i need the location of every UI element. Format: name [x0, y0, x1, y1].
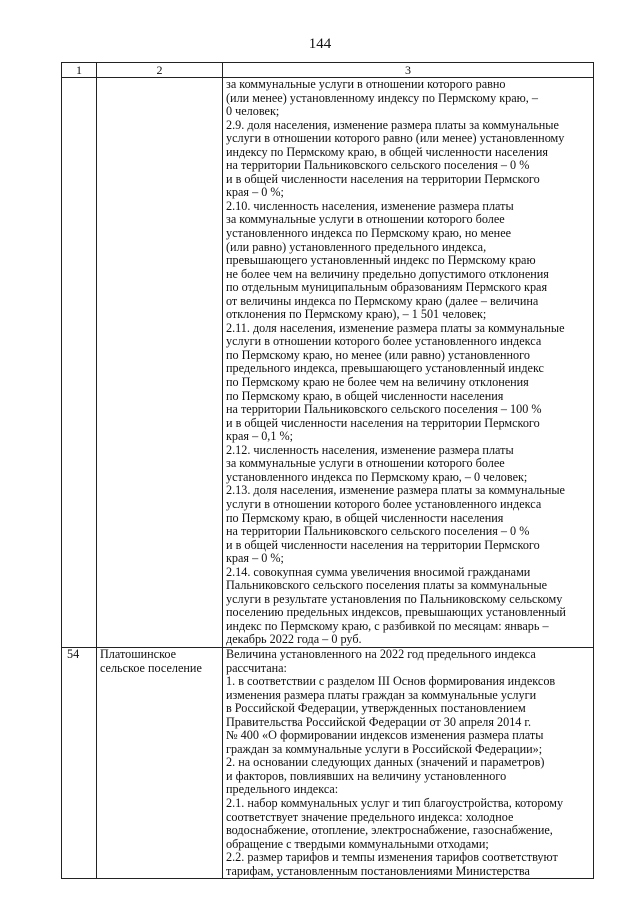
text-line: по Пермскому краю, в общей численности населения — [226, 510, 504, 525]
page-number: 144 — [308, 36, 332, 52]
text-line: от величины индекса по Пермскому краю (далее – величина — [226, 293, 539, 308]
text-line: поселению предельных индексов, превышающих установленный — [226, 605, 566, 620]
text-line: превышающего установленный индекс по Пермскому краю — [226, 253, 536, 268]
text-line: декабрь 2022 года – 0 руб. — [226, 632, 362, 647]
text-line: в Российской Федерации, утвержденных постановлением — [226, 701, 526, 716]
text-line: 2. на основании следующих данных (значений и параметров) — [226, 755, 545, 770]
text-line: граждан за коммунальные услуги в Российской Федерации»; — [226, 741, 543, 756]
text-line: № 400 «О формировании индексов изменения размера платы — [226, 728, 544, 743]
text-line: 2.11. доля населения, изменение размера платы за коммунальные — [226, 320, 565, 335]
text-line: на территории Пальниковского сельского поселения – 0 % — [226, 524, 530, 539]
text-line: индексу по Пермскому краю, в общей численности населения — [226, 144, 549, 159]
text-line: и факторов, повлиявших на величину установленного — [226, 768, 507, 783]
text-line: услуги в отношении которого более установленного индекса — [226, 496, 542, 511]
text-line: установленного индекса по Пермскому краю, – 0 человек; — [226, 469, 528, 484]
text-line: 2.12. численность населения, изменение размера платы — [226, 442, 514, 457]
text-line: (или равно) установленного предельного индекса, — [226, 239, 487, 254]
text-line: услуги в отношении которого более установленного индекса — [226, 334, 542, 349]
text-line: услуги в результате установления по Пальниковскому сельскому — [226, 591, 563, 606]
table-header-row — [62, 63, 594, 78]
text-line: и в общей численности населения на территории Пермского — [226, 537, 540, 552]
text-line: изменения размера платы граждан за коммунальные услуги — [226, 687, 537, 702]
text-line: обращение с твердыми коммунальными отходами; — [226, 836, 489, 851]
cell-description-continuation — [223, 78, 594, 648]
text-line: 2.14. совокупная сумма увеличения вносимой гражданами — [226, 564, 531, 579]
text-line: 2.2. размер тарифов и темпы изменения тарифов соответствуют — [226, 850, 558, 865]
text-line: 2.1. набор коммунальных услуг и тип благоустройства, которому — [226, 795, 564, 810]
text-line: не более чем на величину предельно допустимого отклонения — [226, 266, 549, 281]
text-line: Пальниковского сельского поселения платы за коммунальные — [226, 578, 548, 593]
text-line: за коммунальные услуги в отношении которого более — [226, 456, 505, 471]
text-line: Величина установленного на 2022 год предельного индекса — [226, 646, 536, 661]
text-line: отклонения по Пермскому краю), – 1 501 человек; — [226, 307, 487, 322]
text-line: рассчитана: — [226, 660, 287, 675]
text-line: тарифам, установленным постановлениями Министерства — [226, 863, 530, 878]
text-line: края – 0 %; — [226, 185, 284, 200]
table-row-continuation — [62, 78, 594, 648]
settlement-name — [97, 647, 223, 878]
text-line: за коммунальные услуги в отношении которого равно — [226, 77, 506, 91]
text-line: и в общей численности населения на территории Пермского — [226, 171, 540, 186]
text-line: края – 0 %; — [226, 551, 284, 566]
text-line: 0 человек; — [226, 104, 280, 119]
text-line: по отдельным муниципальным образованиям Пермского края — [226, 280, 548, 295]
text-line: по Пермскому краю, но менее (или равно) установленного — [226, 347, 530, 362]
row-number: 54 — [62, 647, 97, 878]
cell-number-empty — [62, 78, 97, 648]
cell-name-empty — [97, 78, 223, 648]
text-line: 1. в соответствии с разделом III Основ формирования индексов — [226, 674, 556, 689]
text-line: 2.9. доля населения, изменение размера платы за коммунальные — [226, 117, 559, 132]
text-line: предельного индекса: — [226, 782, 339, 797]
text-line: на территории Пальниковского сельского поселения – 0 % — [226, 158, 530, 173]
table-row-54 — [62, 647, 594, 878]
text-line: индекс по Пермскому краю, с разбивкой по месяцам: январь – — [226, 618, 549, 633]
text-line: за коммунальные услуги в отношении которого более — [226, 212, 505, 227]
cell-description-row-54 — [223, 647, 594, 878]
text-line: водоснабжение, отопление, электроснабжение, газоснабжение, — [226, 823, 553, 838]
text-line: на территории Пальниковского сельского поселения – 100 % — [226, 402, 542, 417]
text-line: по Пермскому краю, в общей численности населения — [226, 388, 504, 403]
document-table — [61, 62, 594, 879]
settlement-name-line: сельское поселение — [100, 660, 202, 675]
text-line: по Пермскому краю не более чем на величину отклонения — [226, 375, 529, 390]
text-line: установленного индекса по Пермскому краю, но менее — [226, 226, 512, 241]
text-line: (или менее) установленному индексу по Пермскому краю, – — [226, 90, 538, 105]
settlement-name-line: Платошинское — [100, 646, 177, 661]
text-line: 2.10. численность населения, изменение размера платы — [226, 198, 514, 213]
text-line: соответствует значение предельного индекса: холодное — [226, 809, 514, 824]
column-header-3: 3 — [223, 63, 594, 78]
text-line: предельного индекса, превышающего установленный индекс — [226, 361, 544, 376]
text-line: 2.13. доля населения, изменение размера платы за коммунальные — [226, 483, 565, 498]
text-line: Правительства Российской Федерации от 30 апреля 2014 г. — [226, 714, 532, 729]
column-header-2: 2 — [97, 63, 223, 78]
column-header-1: 1 — [62, 63, 97, 78]
text-line: услуги в отношении которого равно (или менее) установленному — [226, 131, 565, 146]
text-line: и в общей численности населения на территории Пермского — [226, 415, 540, 430]
text-line: края – 0,1 %; — [226, 429, 294, 444]
